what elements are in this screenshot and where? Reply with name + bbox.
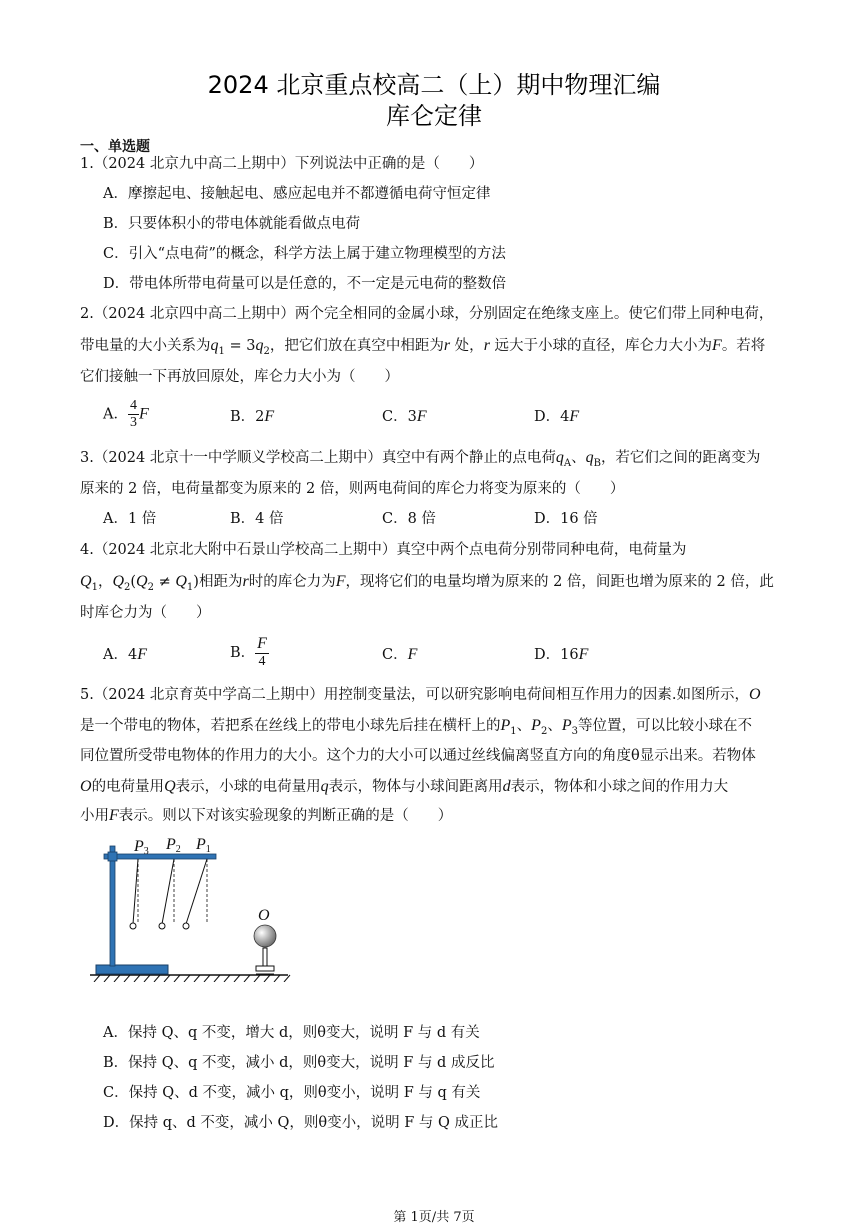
label-p2: P2 — [166, 836, 181, 855]
q5-line-5: 小用F表示。则以下对该实验现象的判断正确的是（ ） — [80, 807, 453, 824]
q3-option-b: B．4 倍 — [230, 511, 284, 527]
q1-option-d: D．带电体所带电荷量可以是任意的，不一定是元电荷的整数倍 — [103, 276, 507, 292]
stand-base — [96, 965, 168, 974]
label-p3: P3 — [134, 838, 149, 857]
charged-object-o — [254, 925, 276, 974]
page-title: 2024 北京重点校高二（上）期中物理汇编 — [207, 71, 661, 99]
q1-option-b: B．只要体积小的带电体就能看做点电荷 — [103, 216, 361, 232]
q3-option-d: D．16 倍 — [534, 511, 598, 527]
q4-option-b: B． $\frac{F}{4}$ — [230, 635, 267, 669]
stand-pole — [110, 846, 115, 966]
q5-line-4: O的电荷量用Q表示，小球的电荷量用q表示，物体与小球间距离用d表示，物体和小球之间的作用力大 — [80, 778, 729, 795]
q4-line-3: 时库仑力为（ ） — [80, 605, 211, 621]
q5-option-a: A．保持 Q、q 不变，增大 d，则θ变大，说明 F 与 d 有关 — [103, 1025, 480, 1041]
experiment-figure — [90, 832, 300, 982]
q4-line-2: $Q_1$，$Q_2(Q_2 \ne Q_1)$相距为r时的库仑力为F，现将它们的电量均增为原来的 2 倍，间距也增为原来的 2 倍，此 — [80, 573, 774, 593]
q2-line-2: 带电量的大小关系为$q_1 = 3q_2$，把它们放在真空中相距为r 处，r 远大于小球的直径，库仑力大小为F。若将 — [80, 337, 766, 357]
q5-line-2: 是一个带电的物体，若把系在丝线上的带电小球先后挂在横杆上的$P_1$、$P_2$、$P_3$等位置，可以比较小球在不 — [80, 717, 752, 737]
q2-line-3: 它们接触一下再放回原处，库仑力大小为（ ） — [80, 369, 399, 385]
q5-line-1: 5.（2024 北京育英中学高二上期中）用控制变量法，可以研究影响电荷间相互作用力的因素.如图所示，O — [80, 686, 761, 703]
q4-option-d: D．16F — [534, 646, 589, 663]
q1-option-a: A．摩擦起电、接触起电、感应起电并不都遵循电荷守恒定律 — [103, 186, 491, 202]
q1-option-c: C．引入“点电荷”的概念，科学方法上属于建立物理模型的方法 — [103, 246, 506, 262]
q5-option-b: B．保持 Q、q 不变，减小 d，则θ变大，说明 F 与 d 成反比 — [103, 1055, 495, 1071]
q4-option-c: C．F — [382, 646, 418, 663]
label-p1: P1 — [196, 836, 211, 855]
q2-option-d: D．4F — [534, 408, 580, 425]
q2-option-b: B．2F — [230, 408, 275, 425]
page-subtitle: 库仑定律 — [386, 102, 482, 130]
q3-line-1: 3.（2024 北京十一中学顺义学校高二上期中）真空中有两个静止的点电荷$q_A$、$q_B$，若它们之间的距离变为 — [80, 449, 761, 469]
q1-stem: 1.（2024 北京九中高二上期中）下列说法中正确的是（ ） — [80, 156, 484, 172]
ground-line — [90, 975, 290, 982]
q3-option-a: A．1 倍 — [103, 511, 157, 527]
q2-option-c: C．3F — [382, 408, 427, 425]
clamp — [108, 852, 117, 861]
section-heading: 一、单选题 — [80, 139, 150, 155]
q2-line-1: 2.（2024 北京四中高二上期中）两个完全相同的金属小球，分别固定在绝缘支座上。使它们带上同种电荷， — [80, 306, 774, 322]
q3-option-c: C．8 倍 — [382, 511, 436, 527]
q5-line-3: 同位置所受带电物体的作用力的大小。这个力的大小可以通过丝线偏离竖直方向的角度θ显示出来。若物体 — [80, 748, 756, 764]
pendulum-p2 — [159, 859, 174, 929]
q3-line-2: 原来的 2 倍，电荷量都变为原来的 2 倍，则两电荷间的库仑力将变为原来的（ ） — [80, 481, 625, 497]
q5-option-d: D．保持 q、d 不变，减小 Q，则θ变小，说明 F 与 Q 成正比 — [103, 1115, 499, 1131]
page-footer: 第 1页/共 7页 — [393, 1210, 475, 1225]
label-o: O — [258, 907, 270, 924]
q2-option-a: A． $\frac{4}{3}$ F — [103, 398, 149, 430]
crossbar — [104, 854, 216, 859]
q4-option-a: A．4F — [103, 646, 147, 663]
pendulum-p1 — [183, 859, 207, 929]
q5-option-c: C．保持 Q、d 不变，减小 q，则θ变小，说明 F 与 q 有关 — [103, 1085, 481, 1101]
pendulum-p3 — [130, 859, 138, 929]
q4-line-1: 4.（2024 北京北大附中石景山学校高二上期中）真空中两个点电荷分别带同种电荷，电荷量为 — [80, 542, 687, 558]
